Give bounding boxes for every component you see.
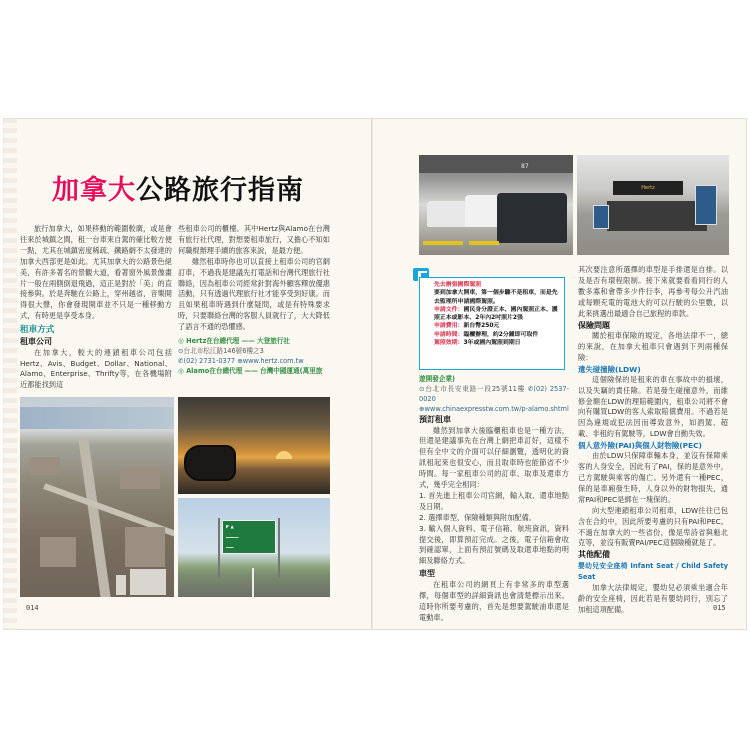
insurance-paragraph: 關於租車保險的規定，各地法律不一，總的來說，在加拿大租車只會遇到下列兩種保險： <box>578 331 728 362</box>
aerial-city-photo <box>20 397 174 597</box>
step-1: 1. 首先進上租車公司官網，輸入取、還車地點及日期。 <box>419 490 569 511</box>
box-time: 臨櫃辦理，約2分鐘即可取件 <box>463 331 539 338</box>
alamo-address: 台北市長安東路一段25號11樓 <box>424 385 525 393</box>
location-pin-icon: ⊙ <box>178 347 184 356</box>
page-number-left: 014 <box>26 604 39 612</box>
alamo-contact <box>419 374 569 414</box>
heading-other-equipment: 其他配備 <box>578 550 610 560</box>
alamo-website[interactable]: www.chinaexpresstw.com.tw/p-alamo.shtml <box>424 405 569 413</box>
hertz-website[interactable]: www.hertz.com.tw <box>242 357 304 366</box>
box-label-fee: 申請費用： <box>434 323 464 330</box>
license-info-box <box>413 268 565 371</box>
heading-rent-method: 租車方式 <box>20 325 55 336</box>
hertz-contact <box>178 336 330 376</box>
box-label-validity: 駕照效期： <box>434 340 464 347</box>
parking-garage-photo <box>419 155 573 255</box>
step-2: 2. 選擇車型、保險種類與附加配備。 <box>419 512 536 522</box>
heading-booking: 預訂租車 <box>419 415 451 424</box>
sign-icon-alamo: ◎ <box>178 367 187 376</box>
rental-counter-photo <box>577 155 729 255</box>
page-title <box>52 168 352 208</box>
info-box-lines <box>434 281 560 347</box>
car-mirror-sunset-photo <box>178 397 330 494</box>
heading-ldw: 遺失碰撞險(LDW) <box>578 364 641 374</box>
garage-stall-number: 87 <box>521 163 529 170</box>
company-paragraph: 在加拿大，較大的連鎖租車公司包括Hertz、Avis、Budget、Dollar、National、Alamo、Enterprise、Thrifty等，在各機場附近都能找到這 <box>20 347 172 390</box>
heading-child-seat: 嬰幼兒安全座椅 Infant Seat / Child Safety Seat <box>578 561 728 581</box>
step-3: 3. 輸入個人資料、電子信箱、航班資訊，資料提交後，即算預訂完成。之後，電子信箱會收到確認單，上面有預訂號碼及取還車地點的明細及聯絡方式。 <box>419 523 569 566</box>
highway-sign: ◤ ▲ ━━━━━ ━━━ <box>222 520 276 554</box>
alamo-phone: (02) 2537-0020 <box>419 385 570 403</box>
car-type-paragraph: 在租車公司的網頁上有非常多的車型選擇，每個車型的詳細資訊也會清楚標示出來。這時你所要考慮的，首先是想要駕駛油車還是電動車。 <box>419 579 569 622</box>
right-column-2 <box>578 265 728 616</box>
box-validity: 3年或國內駕照到期日 <box>463 340 521 347</box>
sign-icon: ◎ <box>178 337 187 346</box>
box-title: 先去辦張國際駕照 <box>434 282 482 288</box>
alamo-agent: Alamo在台總代理 —— 台灣中國運通(萬里旅 <box>186 367 323 376</box>
heading-pai-pec: 個人意外險(PAI)與個人財物險(PEC) <box>578 441 702 451</box>
alamo-agent-cont: 遊開發企業) <box>419 375 455 383</box>
counter-banner: Hertz <box>613 181 683 195</box>
agency-paragraph-2: 雖然租車時你也可以直接上租車公司的官網訂車，不過我是建議先打電話和台灣代理旅行社聯絡，因為租車公司經常針對海外顧客釋放優惠活動，只有透過代理旅行社才能享受到好康。而且如果租車時遇到什麼疑問，或是有特殊要求時，只要聯絡台灣的客服人員就行了，大大降低了語言不通的恐懼感。 <box>178 256 330 332</box>
left-column-2 <box>178 224 330 376</box>
title-accent: 加拿大 <box>52 175 136 206</box>
booking-paragraph: 雖然到加拿大後臨櫃租車也是一種方法，但還是建議事先在台灣上網把車訂好，這樣不但有全中文的介面可以仔細瀏覽，透明化的資訊租起來也很安心，而且取車時也能節省不少時間。每一家租車公司的訂車、取車及還車方式，幾乎完全相同： <box>419 425 569 490</box>
globe-icon-alamo: ⊕ <box>419 405 425 413</box>
hertz-agent: Hertz在台總代理 —— 大登旅行社 <box>186 337 291 346</box>
pai-paragraph-2: 向大型連鎖租車公司租車，LDW往往已包含在合約中，因此所要考慮的只有PAI和PEC。不過在加拿大的一些省份，像是卑詩省與魁北克等，並沒有販賣PAI/PEC這個險種就是了。 <box>578 505 728 548</box>
left-column-1 <box>20 224 172 391</box>
box-intro: 要到加拿大開車，第一個步驟不是租車，而是先去監理所申請國際駕照。 <box>434 290 558 305</box>
hertz-phone: (02) 2731-0377 <box>183 357 236 366</box>
info-box-body <box>419 277 565 370</box>
hertz-address: 台北市松江路146號6樓之3 <box>183 347 264 356</box>
highway-sign-photo <box>178 498 330 597</box>
stamp-edge-decoration <box>3 118 17 630</box>
heading-car-type: 車型 <box>419 569 435 579</box>
car-type-cont-paragraph: 其次要注意所選擇的車型是手排還是自排。以及是否有環程限制。接下來就要看看同行的人數多寡和會帶多少件行李，再參考每公升汽油或每顆充電的電池大約可以行駛的公里數，以此來挑選出最適合自己旅程的車款。 <box>578 265 728 318</box>
ldw-paragraph: 這個險保的是租來的車在事故中的損壞，以及失竊的責任險。若是發生碰撞意外，而維修金額在LDW的理賠範圍內，租車公司將不會向有購買LDW的客人索取賠償費用。不過若是因為違規或犯法因而導致意外，如酒駕、超載、非租約有駕駛等，LDW會自動失效。 <box>578 374 728 439</box>
box-fee: 新台幣250元 <box>463 323 500 330</box>
agency-paragraph-1: 些租車公司的櫃檯。其中Hertz與Alamo在台灣有旅行社代理，對想要租車旅行，又擔心不知如何職棍辦理手續的旅客來說，是最方便。 <box>178 224 330 255</box>
box-label-docs: 申請文件： <box>434 306 464 313</box>
right-column-1 <box>419 374 569 623</box>
phone-icon: ✆ <box>178 357 184 366</box>
book-gutter <box>371 118 373 630</box>
intro-paragraph: 旅行加拿大，如果移動的範圍較廣，或是會往來於城鎮之間，租一台車來自駕的確比較方便一點，尤其在城鎮密度稀疏、鐵路網不太發達的加拿大西部更是如此。尤其加拿大的公路景色絕美，有許多著名的景觀大道，看著窗外風景像畫片一般在兩側倒退飛過，這正是對於「美」的直接參與。於是奔馳在公路上，穿州越省，音樂開得很大聲，你會發現開車並不只是一種移動方式，有時更是享受本身。 <box>20 224 172 321</box>
heading-rent-company: 租車公司 <box>20 337 52 347</box>
box-label-time: 申請時間： <box>434 331 464 338</box>
title-rest: 公路旅行指南 <box>136 175 304 206</box>
heading-insurance: 保險問題 <box>578 320 610 330</box>
phone-icon-alamo: ✆ <box>527 385 534 393</box>
child-seat-paragraph: 加拿大法律規定，嬰幼兒必須乘坐適合年齡的安全座椅，因此若是有嬰幼同行，別忘了加租這項配備。 <box>578 582 728 614</box>
box-docs: 國民身分證正本、國內駕照正本、護照正本或影本、2年內2吋照片2張 <box>434 306 558 322</box>
location-pin-icon-alamo: ⊙ <box>419 385 425 393</box>
globe-icon: ⊕ <box>237 357 243 366</box>
pai-paragraph: 由於LDW只保障車輛本身，並沒有保障乘客的人身安全，因此有了PAI，保的是意外中，己方駕駛與乘客的傷亡。另外還有一種PEC，保的是車廂發生時，人身以外的財物損失，通常PAI和PEC是綁在一塊保的。 <box>578 451 728 504</box>
page-number-right: 015 <box>713 604 726 612</box>
